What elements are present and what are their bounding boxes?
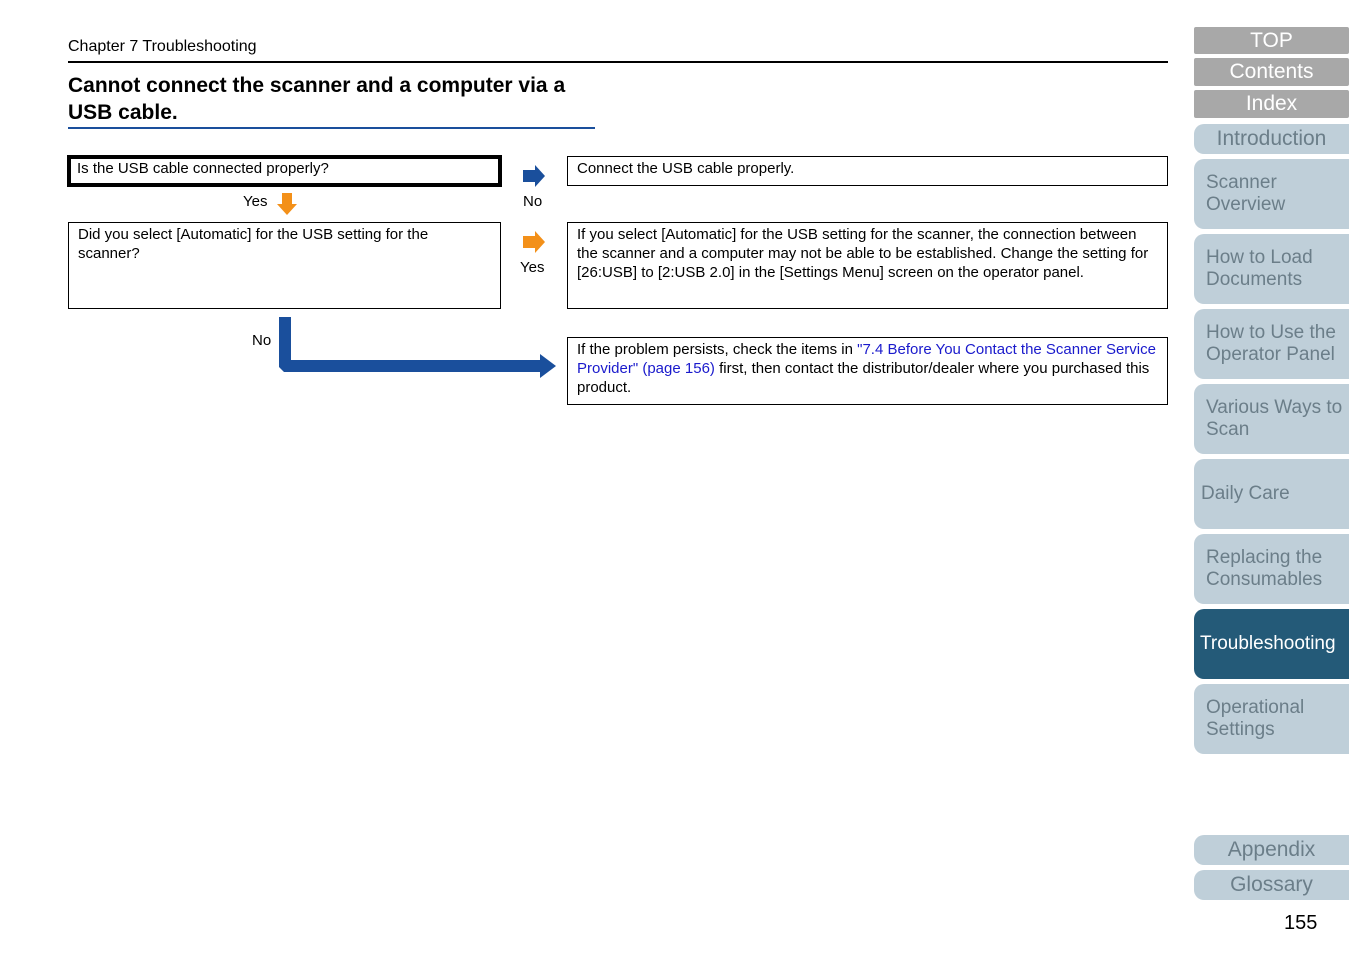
nav-tab-ways-to-scan[interactable]: Various Ways to Scan xyxy=(1194,384,1349,454)
nav-tab-glossary[interactable]: Glossary xyxy=(1194,870,1349,900)
chapter-heading: Chapter 7 Troubleshooting xyxy=(68,38,257,55)
nav-tab-daily-care[interactable]: Daily Care xyxy=(1194,459,1349,529)
arrow-right-yes-icon xyxy=(522,230,546,254)
title-line-2: USB cable. xyxy=(68,101,178,124)
label-no-down: No xyxy=(252,332,272,349)
arrow-right-no-icon xyxy=(522,164,546,188)
label-no-right: No xyxy=(523,193,543,210)
nav-tab-operational-settings[interactable]: Operational Settings xyxy=(1194,684,1349,754)
nav-contents-button[interactable]: Contents xyxy=(1194,58,1349,86)
title-rule xyxy=(68,127,595,129)
nav-tab-scanner-overview[interactable]: Scanner Overview xyxy=(1194,159,1349,229)
nav-tab-how-to-load[interactable]: How to Load Documents xyxy=(1194,234,1349,304)
question-box-2: Did you select [Automatic] for the USB setting for the scanner? xyxy=(68,222,501,309)
answer-3-text-pre: If the problem persists, check the items in xyxy=(577,341,858,358)
label-yes-right: Yes xyxy=(520,259,545,276)
title-line-1: Cannot connect the scanner and a computer via a xyxy=(68,74,566,97)
nav-tab-troubleshooting[interactable]: Troubleshooting xyxy=(1194,609,1349,679)
nav-tab-introduction[interactable]: Introduction xyxy=(1194,124,1349,154)
arrow-elbow-no-icon xyxy=(278,316,558,378)
nav-top-button[interactable]: TOP xyxy=(1194,27,1349,54)
chapter-rule xyxy=(68,61,1168,63)
answer-box-2: If you select [Automatic] for the USB setting for the scanner, the connection between the scanner and a computer may not be able to be established. Change the setting for [26:USB] to [2:USB 2.0] in the [Settings Menu] screen on the operator panel. xyxy=(567,222,1168,309)
arrow-down-yes-icon xyxy=(276,192,298,216)
question-box-1: Is the USB cable connected properly? xyxy=(67,155,502,187)
page-title xyxy=(68,72,628,126)
nav-tab-appendix[interactable]: Appendix xyxy=(1194,835,1349,865)
label-yes-down: Yes xyxy=(243,193,268,210)
answer-3-text-post: first, then contact the distributor/dealer where you purchased this product. xyxy=(577,360,1150,396)
page-number: 155 xyxy=(1284,912,1318,934)
answer-box-1: Connect the USB cable properly. xyxy=(567,156,1168,186)
nav-tab-consumables[interactable]: Replacing the Consumables xyxy=(1194,534,1349,604)
contact-provider-link[interactable]: "7.4 Before You Contact the Scanner Service Provider" (page 156) xyxy=(577,341,1156,377)
answer-box-3 xyxy=(567,337,1168,405)
nav-tab-operator-panel[interactable]: How to Use the Operator Panel xyxy=(1194,309,1349,379)
nav-index-button[interactable]: Index xyxy=(1194,90,1349,118)
